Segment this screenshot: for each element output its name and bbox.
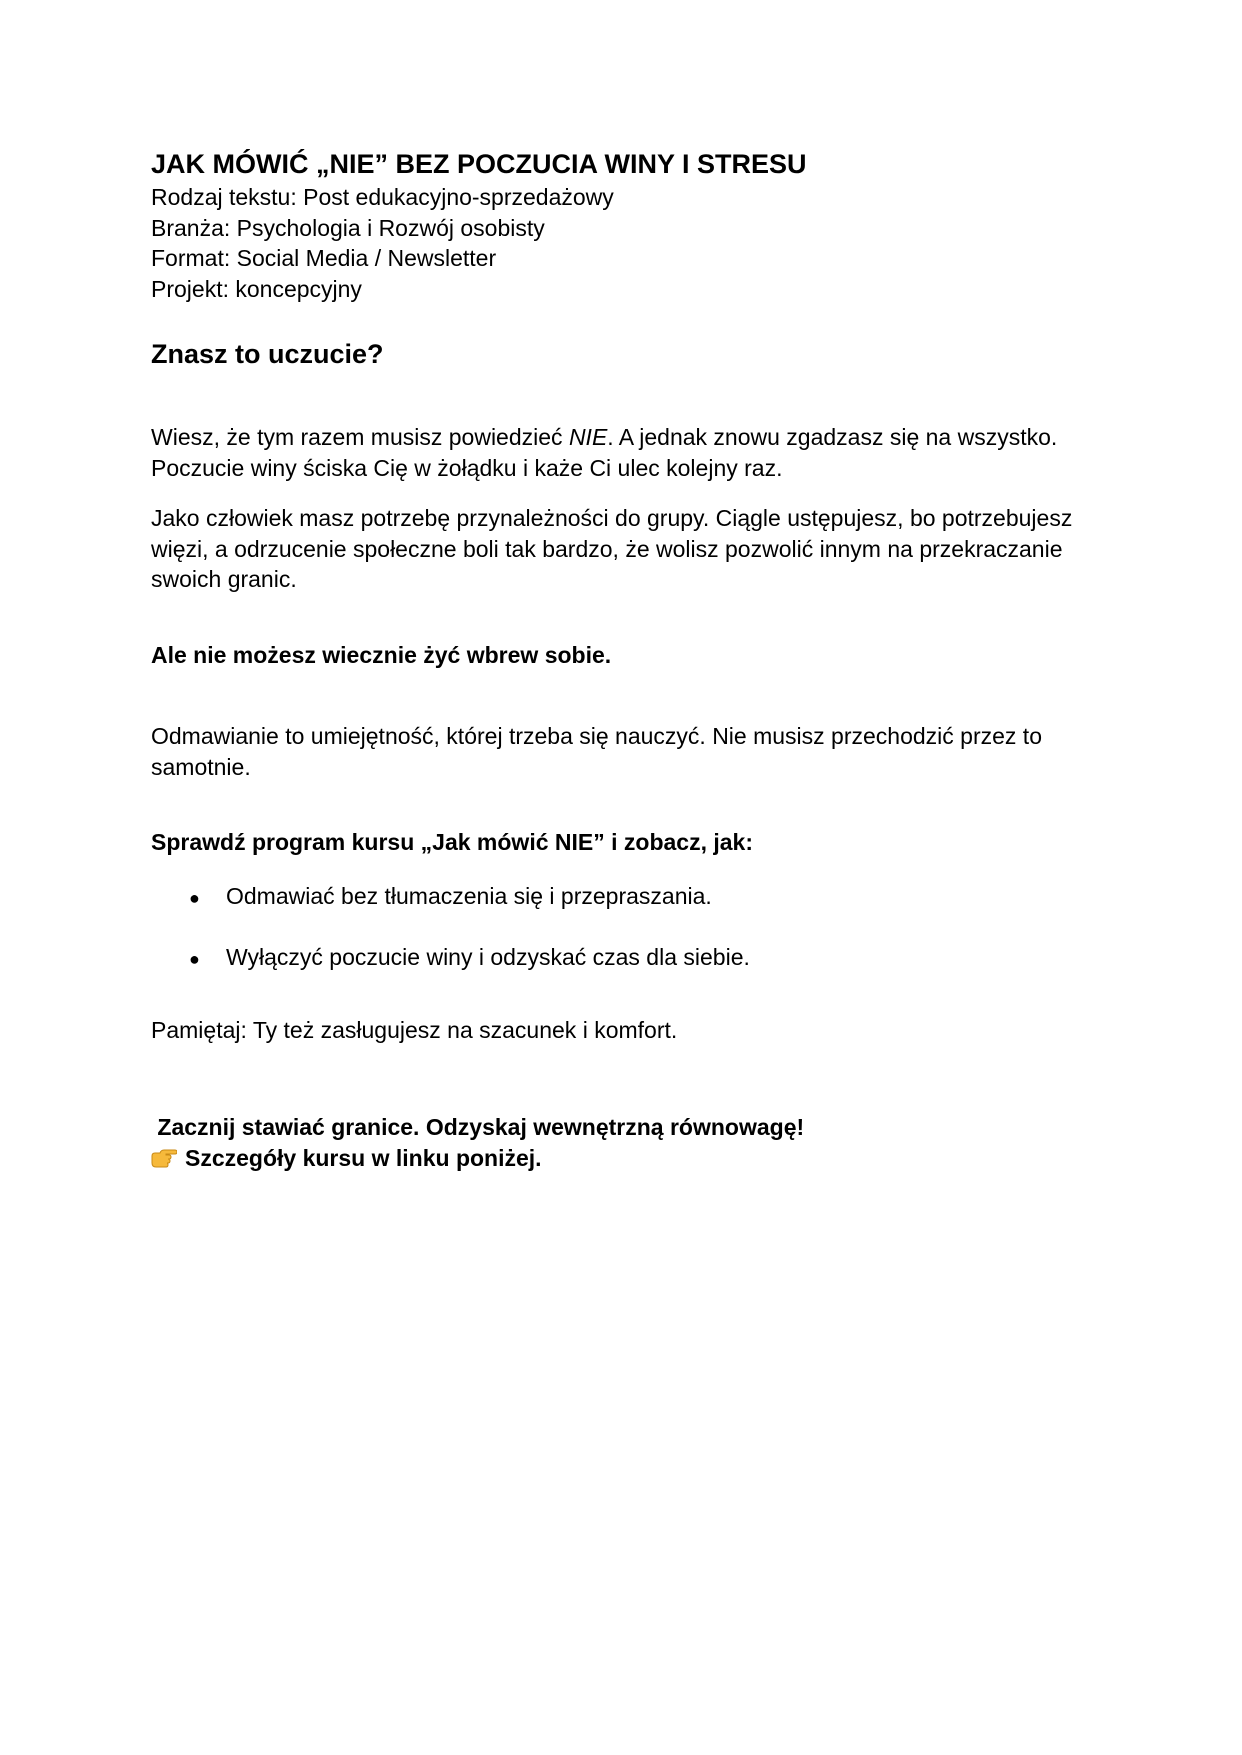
meta-project: Projekt: koncepcyjny	[151, 275, 362, 302]
paragraph-belonging: Jako człowiek masz potrzebę przynależności do grupy. Ciągle ustępujesz, bo potrzebujesz więzi, a odrzucenie społeczne boli tak bardzo, że wolisz pozwolić innym na przekraczanie swoich granic.	[151, 505, 1073, 592]
course-callout: Sprawdź program kursu „Jak mówić NIE” i zobacz, jak:	[151, 829, 753, 855]
paragraph-skill: Odmawianie to umiejętność, której trzeba się nauczyć. Nie musisz przechodzić przez to samotnie.	[151, 723, 1042, 780]
paragraph-intro	[151, 422, 1086, 483]
cta-line-1: Zacznij stawiać granice. Odzyskaj wewnętrzną równowagę!	[151, 1114, 805, 1140]
paragraph-intro-before: Wiesz, że tym razem musisz powiedzieć	[151, 424, 569, 450]
cta-line-2-text: Szczegóły kursu w linku poniżej.	[185, 1145, 542, 1171]
pointing-right-hand-icon	[151, 1145, 177, 1165]
bullet-icon: ●	[189, 888, 200, 908]
list-item	[189, 881, 712, 914]
document-content	[151, 146, 1091, 1171]
document-meta	[151, 182, 1091, 304]
meta-industry: Branża: Psychologia i Rozwój osobisty	[151, 214, 545, 241]
list-item-text: Wyłączyć poczucie winy i odzyskać czas dla siebie.	[226, 944, 750, 970]
bullet-icon: ●	[189, 949, 200, 969]
paragraph-reminder: Pamiętaj: Ty też zasługujesz na szacunek i komfort.	[151, 1017, 678, 1043]
section-heading: Znasz to uczucie?	[151, 339, 384, 369]
list-item-text: Odmawiać bez tłumaczenia się i przepraszania.	[226, 883, 712, 909]
paragraph-intro-emphasis: NIE	[568, 424, 608, 450]
document-title: JAK MÓWIĆ „NIE” BEZ POCZUCIA WINY I STRESU	[151, 149, 807, 179]
meta-text-type: Rodzaj tekstu: Post edukacyjno-sprzedażowy	[151, 184, 614, 210]
paragraph-intro-after: . A jednak znowu zgadzasz się na wszystko. Poczucie winy ściska Cię w żołądku i każe Ci ulec kolejny raz.	[151, 424, 1058, 481]
cta-line-2	[151, 1143, 542, 1174]
meta-format: Format: Social Media / Newsletter	[151, 245, 497, 271]
list-item	[189, 942, 750, 975]
bold-statement: Ale nie możesz wiecznie żyć wbrew sobie.	[151, 642, 612, 668]
